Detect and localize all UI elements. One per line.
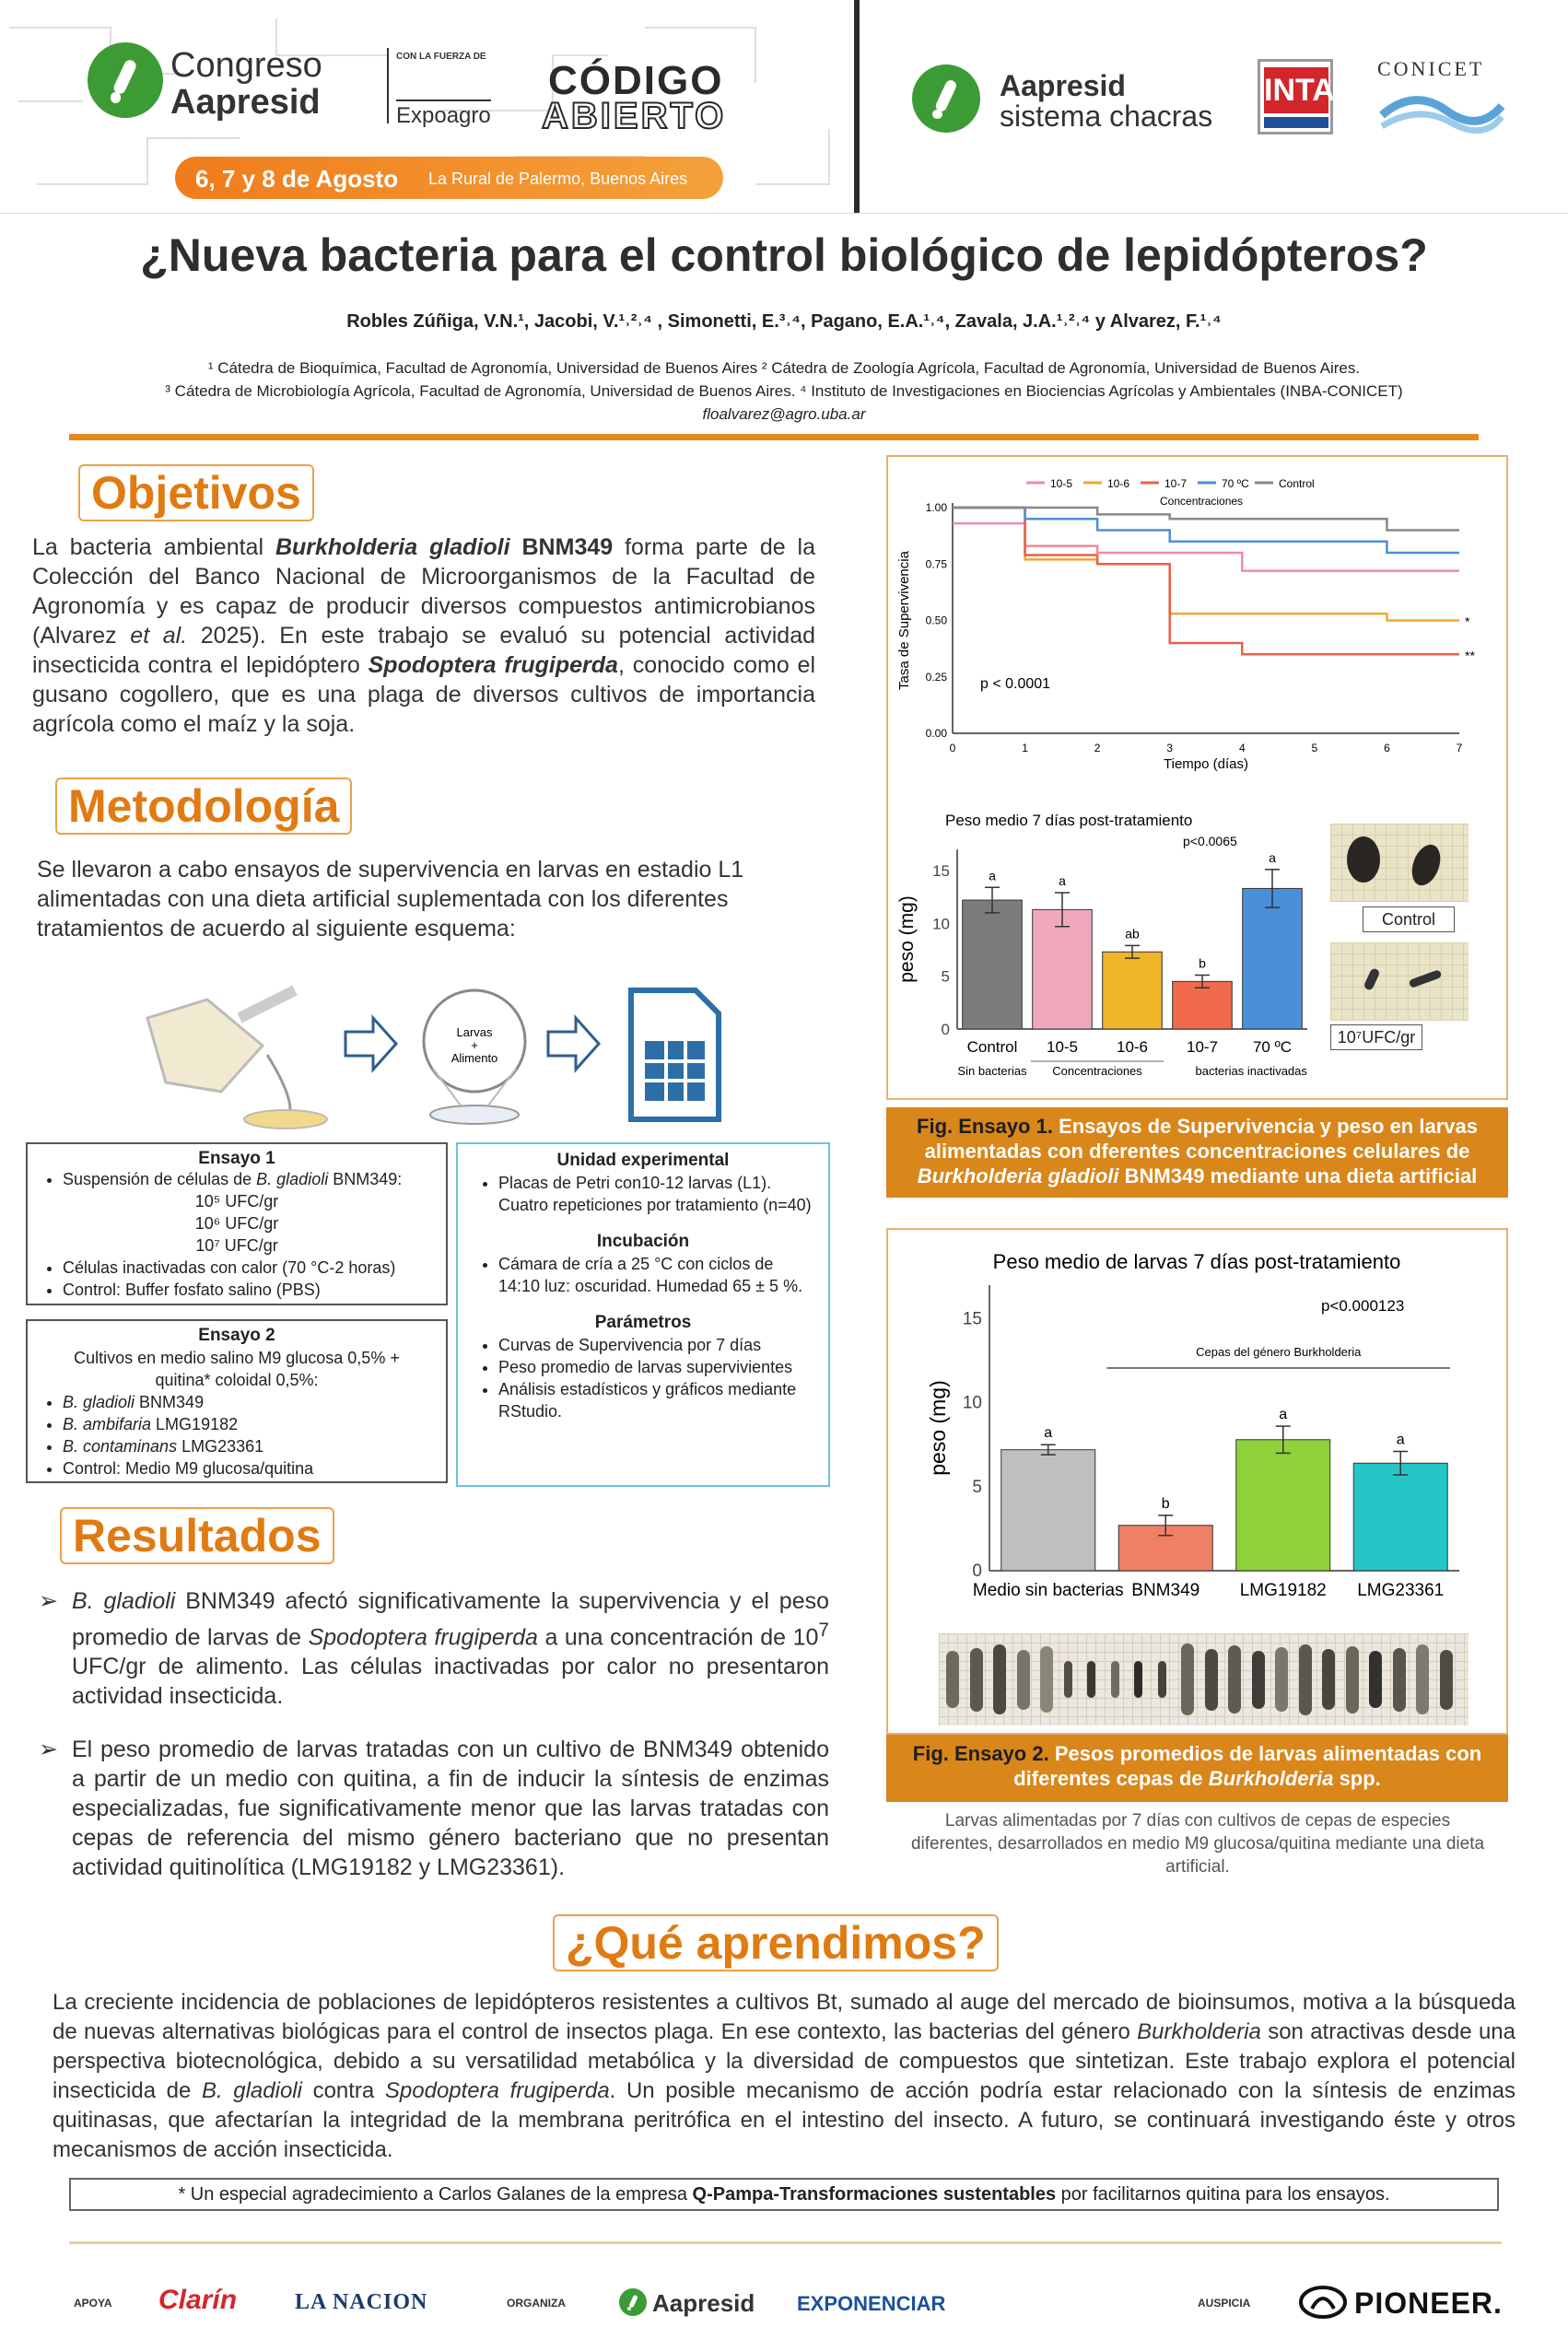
bar-3 xyxy=(1353,1463,1447,1571)
clarin-logo: Clarín xyxy=(158,2285,238,2315)
larva-specimen xyxy=(1064,1661,1072,1698)
survival-line-0 xyxy=(953,523,1459,570)
larva-specimen xyxy=(993,1644,1006,1714)
weight-chart-1 xyxy=(888,805,1312,1100)
pioneer-logo: PIONEER. xyxy=(1354,2287,1503,2320)
larva-specimen xyxy=(1040,1646,1053,1713)
bar-0 xyxy=(963,900,1023,1029)
fig2-note: Larvas alimentadas por 7 días con cultivos de cepas de especies diferentes, desarrollados en medio M9 glucosa/quitina mediante una dieta artificial. xyxy=(910,1811,1485,1877)
congreso-label: Congreso xyxy=(170,46,322,85)
larva-specimen xyxy=(1299,1644,1312,1715)
p-value-label: p < 0.0001 xyxy=(980,676,1051,692)
event-date-banner xyxy=(175,157,723,199)
signif-letter-3: b xyxy=(1199,955,1206,971)
p-value-label: p<0.000123 xyxy=(1321,1297,1405,1315)
sistema-chacras-logo-icon xyxy=(912,64,980,133)
photo-label-treated: 10⁷UFC/gr xyxy=(1330,1024,1422,1050)
arrow-icon-2 xyxy=(548,1018,599,1070)
signif-letter-2: a xyxy=(1279,1407,1288,1423)
signif-letter-3: a xyxy=(1396,1432,1405,1448)
bar-2 xyxy=(1236,1440,1330,1571)
survival-line-2 xyxy=(953,508,1459,654)
signif-marker-1: * xyxy=(1465,614,1470,629)
larva-specimen xyxy=(970,1648,983,1712)
organiza-label: ORGANIZA xyxy=(507,2297,566,2310)
signif-letter-0: a xyxy=(1044,1425,1053,1442)
y-axis-title: peso (mg) xyxy=(896,895,918,983)
x-tick-label: 2 xyxy=(1094,742,1101,754)
pioneer-logo-icon xyxy=(1299,2285,1347,2320)
apoya-label: APOYA xyxy=(74,2297,112,2310)
arrow-bullet-icon: ➢ xyxy=(39,1588,58,1614)
signif-letter-2: ab xyxy=(1125,926,1140,942)
sistema-chacras-label: sistema chacras xyxy=(1000,99,1213,133)
title-divider xyxy=(69,434,1479,440)
inta-logo: INTA xyxy=(1258,59,1333,135)
fig2-panel xyxy=(886,1228,1508,1735)
aprendimos-text: La creciente incidencia de poblaciones de lepidópteros resistentes a cultivos Bt, sumado al auge del mercado de bioinsumos, motiva a la búsqueda de nuevas alternativas biológicas para el control de insectos plaga. En ese contexto, las bacterias del género Burkholderia son atractivas desde una perspectiva biotecnológica, debido a su versatilidad metabólica y la diversidad de compuestos que sintetizan. Este trabajo explora el potencial insecticida de B. gladioli contra Spodoptera frugiperda. Un posible mecanismo de acción podría estar relacionado con la síntesis de enzimas quitinasas, que afectarían la integridad de la membrana peritrófica en el intestino del insecto. A futuro, se continuará investigando éste y otros mecanismos de acción insecticida. xyxy=(53,1990,1515,2162)
larva-specimen xyxy=(1017,1650,1030,1710)
larva-specimen xyxy=(1346,1646,1359,1714)
category-label-1: BNM349 xyxy=(1131,1581,1200,1600)
auspicia-label: AUSPICIA xyxy=(1198,2297,1251,2310)
event-venue: La Rural de Palermo, Buenos Aires xyxy=(428,170,688,188)
x-axis-title: Tiempo (días) xyxy=(1164,756,1248,772)
resultado-2: ➢ El peso promedio de larvas tratadas con un cultivo de BNM349 obtenido a partir de un medio con quitina, a fin de inducir la síntesis de enzimas especializadas, fue significativamente menor que las larvas tratadas con cepas de referencia del mismo género bacteriano que no presentan actividad quitinolítica (LMG19182 y LMG23361). xyxy=(39,1737,829,1880)
contact-email: floalvarez@agro.uba.ar xyxy=(702,405,866,423)
legend-title: Concentraciones xyxy=(1160,495,1244,508)
legend-label-0: 10-5 xyxy=(1050,477,1073,490)
x-tick-label: 6 xyxy=(1384,742,1390,754)
y-tick-label: 10 xyxy=(962,1393,982,1413)
larva-specimen xyxy=(1228,1645,1241,1714)
y-axis-title: Tasa de Supervivencia xyxy=(896,551,912,690)
ensayo2-box: Ensayo 2 Cultivos en medio salino M9 glucosa 0,5% + quitina* coloidal 0,5%: • B. gladioli BNM349 • B. ambifaria LMG19182 • B. contaminans LMG23361 • Control: Medio M9 glucosa/quitina xyxy=(26,1319,448,1483)
ensayo1-box: Ensayo 1 • Suspensión de células de B. gladioli BNM349: 10⁵ UFC/gr 10⁶ UFC/gr 10⁷ UFC/gr • Células inactivadas con calor (70 °C-2 horas) • Control: Buffer fosfato salino (PBS) xyxy=(26,1142,448,1305)
larva-specimen xyxy=(1181,1643,1194,1715)
acknowledgement: * Un especial agradecimiento a Carlos Galanes de la empresa Q-Pampa-Transformaciones sustentables por facilitarnos quitina para los ensayos. xyxy=(69,2178,1499,2211)
aapresid-footer-icon xyxy=(619,2288,647,2316)
larva-specimen xyxy=(1416,1644,1429,1714)
group-label: Cepas del género Burkholderia xyxy=(1196,1345,1362,1359)
signif-letter-1: a xyxy=(1059,873,1066,889)
aapresid-label: Aapresid xyxy=(170,83,321,122)
legend-label-4: Control xyxy=(1279,477,1315,490)
footer-divider xyxy=(69,2241,1502,2244)
weight-chart-2 xyxy=(888,1230,1506,1626)
larvae-photo-control xyxy=(1330,824,1469,902)
group-label-2: bacterias inactivadas xyxy=(1195,1064,1307,1078)
larva-specimen xyxy=(1087,1661,1095,1698)
resultados-heading: Resultados xyxy=(60,1507,334,1564)
p-value-label: p<0.0065 xyxy=(1183,834,1237,848)
category-label-2: LMG19182 xyxy=(1239,1581,1327,1600)
aapresid-footer-logo: Aapresid xyxy=(652,2289,755,2317)
fig1-panel xyxy=(886,455,1508,1100)
methodology-scheme xyxy=(129,972,755,1133)
larva-specimen xyxy=(1275,1647,1288,1712)
larva-specimen xyxy=(1134,1661,1142,1698)
legend-label-1: 10-6 xyxy=(1107,477,1130,490)
affiliation-2: ³ Cátedra de Microbiología Agrícola, Facultad de Agronomía, Universidad de Buenos Aires. ⁴ Instituto de Investigaciones en Biociencias Agrícolas y Ambientales (INBA-CONICET) xyxy=(165,382,1403,400)
y-tick-label: 0.75 xyxy=(925,557,947,571)
sistema-aapresid-label: Aapresid xyxy=(1000,69,1126,102)
larva-specimen xyxy=(1111,1661,1119,1698)
larva-specimen xyxy=(1440,1650,1453,1710)
y-tick-label: 0.00 xyxy=(925,727,947,740)
x-tick-label: 3 xyxy=(1166,742,1174,754)
larvae-photo-strip xyxy=(939,1633,1469,1725)
affiliation-1: ¹ Cátedra de Bioquímica, Facultad de Agronomía, Universidad de Buenos Aires ² Cátedra de Zoología Agrícola, Facultad de Agronomía, Universidad de Buenos Aires. xyxy=(207,359,1361,377)
category-label-3: LMG23361 xyxy=(1357,1581,1445,1600)
unidad-experimental-box: Unidad experimental • Placas de Petri con10-12 larvas (L1). Cuatro repeticiones por tratamiento (n=40) Incubación • Cámara de cría a 25 °C con ciclos de 14:10 luz: oscuridad. Humedad 65 ± 5 %. Parámetros • Curvas de Supervivencia por 7 días • Peso promedio de larvas supervivientes • Análisis estadísticos y gráficos mediante RStudio. xyxy=(456,1142,830,1487)
larva-specimen xyxy=(1393,1648,1406,1712)
spreadsheet-icon xyxy=(631,990,719,1119)
poster-header xyxy=(0,0,1568,214)
chart-title: Peso medio de larvas 7 días post-tratamiento xyxy=(992,1250,1401,1273)
x-tick-label: 1 xyxy=(1022,742,1028,754)
x-tick-label: 0 xyxy=(949,742,956,754)
chart-title: Peso medio 7 días post-tratamiento xyxy=(945,812,1193,829)
objetivos-heading: Objetivos xyxy=(78,464,314,521)
conicet-logo-icon xyxy=(1377,88,1506,134)
flask-icon xyxy=(147,990,327,1129)
authors: Robles Zúñiga, V.N.¹, Jacobi, V.¹˒²˒⁴ , Simonetti, E.³˒⁴, Pagano, E.A.¹˒⁴, Zavala, J.A.¹˒²˒⁴ y Alvarez, F.¹˒⁴ xyxy=(346,311,1222,332)
resultado-1: ➢ B. gladioli BNM349 afectó significativamente la supervivencia y el peso promedio de larvas de Spodoptera frugiperda a una concentración de $10^7$ UFC/gr de alimento. Las células inactivadas por calor no presentaron actividad insecticida. xyxy=(39,1588,829,1710)
group-label-1: Concentraciones xyxy=(1052,1064,1142,1078)
con-la-fuerza-label: CON LA FUERZA DE xyxy=(396,52,486,62)
legend-label-2: 10-7 xyxy=(1164,477,1188,490)
y-tick-label: 10 xyxy=(932,915,950,933)
y-tick-label: 0.50 xyxy=(925,614,947,627)
y-tick-label: 5 xyxy=(972,1477,982,1497)
signif-marker-2: ** xyxy=(1465,648,1475,663)
bar-0 xyxy=(1001,1450,1095,1571)
x-tick-label: 7 xyxy=(1456,742,1463,754)
fig2-caption: Fig. Ensayo 2. Pesos promedios de larvas alimentadas con diferentes cepas de Burkholderia spp. xyxy=(886,1735,1508,1802)
y-tick-label: 0 xyxy=(941,1021,950,1038)
legend-label-3: 70 ºC xyxy=(1222,477,1249,490)
category-label-4: 70 ºC xyxy=(1252,1038,1293,1056)
photo-label-control: Control xyxy=(1363,906,1455,932)
y-tick-label: 15 xyxy=(932,861,950,880)
metodologia-heading: Metodología xyxy=(55,778,352,835)
objetivos-text: La bacteria ambiental Burkholderia gladioli BNM349 forma parte de la Colección del Banco Nacional de Microorganismos de la Facultad de Agronomía y es capaz de producir diversos compuestos antimicrobianos (Alvarez et al. 2025). En este trabajo se evaluó su potencial actividad insecticida contra el lepidóptero Spodoptera frugiperda, conocido como el gusano cogollero, que es una plaga de diversos cultivos de importancia agrícola como el maíz y la soja. xyxy=(32,534,816,737)
x-tick-label: 5 xyxy=(1311,742,1318,754)
conicet-label: CONICET xyxy=(1377,57,1485,80)
y-tick-label: 0.25 xyxy=(925,670,947,684)
lanacion-logo: LA NACION xyxy=(295,2290,428,2314)
survival-line-1 xyxy=(953,508,1459,621)
y-tick-label: 1.00 xyxy=(925,501,947,514)
larva-specimen xyxy=(1158,1661,1166,1698)
signif-letter-0: a xyxy=(989,868,996,883)
fig1-caption: Fig. Ensayo 1. Ensayos de Supervivencia y peso en larvas alimentadas con dferentes concentraciones celulares de Burkholderia gladioli BNM349 mediante una dieta artificial xyxy=(886,1107,1508,1198)
category-label-0: Medio sin bacterias xyxy=(972,1581,1124,1600)
bar-2 xyxy=(1103,952,1163,1029)
expoagro-label: Expoagro xyxy=(396,99,491,129)
survival-chart xyxy=(888,457,1506,807)
codigo-label: CÓDIGO xyxy=(548,58,724,103)
bar-3 xyxy=(1173,981,1233,1029)
y-tick-label: 15 xyxy=(962,1309,982,1329)
x-tick-label: 4 xyxy=(1238,742,1246,754)
exponenciar-logo: EXPONENCIAR xyxy=(797,2292,946,2315)
signif-letter-4: a xyxy=(1269,849,1276,865)
larva-specimen xyxy=(1322,1649,1335,1710)
larvae-photo-treated xyxy=(1330,942,1469,1021)
abierto-label: ABIERTO xyxy=(542,96,727,136)
arrow-bullet-icon: ➢ xyxy=(39,1737,58,1762)
bar-1 xyxy=(1033,909,1093,1029)
arrow-icon-1 xyxy=(345,1018,396,1070)
y-tick-label: 5 xyxy=(941,967,950,986)
y-axis-title: peso (mg) xyxy=(926,1380,950,1476)
category-label-2: 10-6 xyxy=(1116,1038,1149,1056)
larva-specimen xyxy=(946,1651,959,1708)
metodologia-text: Se llevaron a cabo ensayos de supervivencia en larvas en estadio L1 alimentadas con una dieta artificial suplementada con los diferentes tratamientos de acuerdo al siguiente esquema: xyxy=(37,857,744,942)
category-label-1: 10-5 xyxy=(1046,1038,1079,1056)
event-date: 6, 7 y 8 de Agosto xyxy=(195,165,399,193)
scheme-label-plus: + xyxy=(471,1038,478,1052)
y-tick-label: 0 xyxy=(972,1561,982,1581)
group-label-0: Sin bacterias xyxy=(957,1064,1027,1078)
aapresid-logo-icon xyxy=(88,42,163,118)
scheme-label-alimento: Alimento xyxy=(451,1051,498,1065)
larva-specimen xyxy=(1369,1651,1382,1708)
larva-specimen xyxy=(1205,1649,1218,1711)
poster-title: ¿Nueva bacteria para el control biológico de lepidópteros? xyxy=(140,229,1428,281)
bar-4 xyxy=(1243,888,1303,1029)
header-divider xyxy=(854,0,860,214)
category-label-3: 10-7 xyxy=(1186,1038,1219,1056)
category-label-0: Control xyxy=(966,1038,1018,1056)
logo-divider xyxy=(387,48,389,123)
aprendimos-heading: ¿Qué aprendimos? xyxy=(553,1914,999,1971)
scheme-label-larvas: Larvas xyxy=(456,1025,493,1039)
larva-specimen xyxy=(1252,1651,1265,1709)
signif-letter-1: b xyxy=(1161,1495,1170,1512)
